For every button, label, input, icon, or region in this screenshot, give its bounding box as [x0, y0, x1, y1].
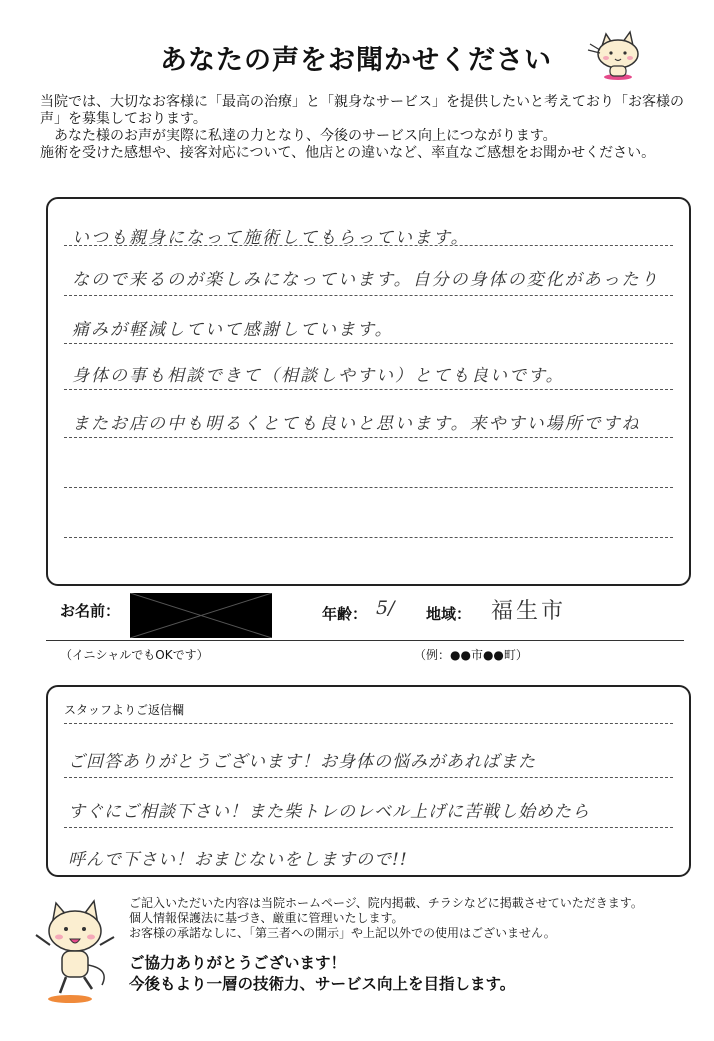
footer-notice-line: ご記入いただいた内容は当院ホームページ、院内掲載、チラシなどに掲載させていただきます。 — [129, 896, 643, 910]
intro-paragraph: 施術を受けた感想や、接客対応について、他店との違いなど、率直なご感想をお聞かせください。 — [40, 145, 656, 161]
cat-mascot-icon — [30, 895, 120, 1005]
feedback-box — [46, 197, 691, 586]
cat-mascot-icon — [586, 22, 650, 82]
ruled-line — [64, 723, 673, 724]
intro-text — [40, 94, 690, 162]
intro-paragraph: あなた様のお声が実際に私達の力となり、今後のサービス向上につながります。 — [40, 128, 557, 144]
age-value: 5/ — [376, 597, 395, 619]
staff-reply-line: 呼んで下さい！おまじないをしますので!! — [68, 850, 408, 870]
ruled-line — [64, 389, 673, 390]
feedback-line: 痛みが軽減していて感謝しています。 — [72, 320, 394, 340]
name-label: お名前： — [60, 602, 121, 620]
ruled-line — [64, 245, 673, 246]
footer-notice-line: 個人情報保護法に基づき、厳重に管理いたします。 — [129, 911, 404, 925]
redacted-name — [130, 593, 272, 638]
region-label: 地域： — [426, 605, 472, 623]
feedback-line: またお店の中も明るくとても良いと思います。来やすい場所ですね — [72, 414, 641, 434]
region-note: （例：●●市●●町） — [414, 648, 528, 662]
staff-reply-box — [46, 685, 691, 877]
feedback-line: いつも親身になって施術してもらっています。 — [72, 228, 470, 248]
ruled-line — [64, 487, 673, 488]
intro-paragraph: 当院では、大切なお客様に「最高の治療」と「親身なサービス」を提供したいと考えており「お客様の声」を募集しております。 — [40, 94, 684, 127]
staff-reply-line: すぐにご相談下さい！また柴トレのレベル上げに苦戦し始めたら — [68, 802, 590, 822]
feedback-line: 身体の事も相談できて（相談しやすい）とても良いです。 — [72, 366, 565, 386]
staff-reply-line: ご回答ありがとうございます！お身体の悩みがあればまた — [68, 752, 536, 772]
thanks-message — [129, 953, 515, 995]
footer-notice — [129, 896, 643, 941]
thanks-line: ご協力ありがとうございます！ — [129, 954, 347, 972]
ruled-line — [64, 295, 673, 296]
staff-reply-label: スタッフよりご返信欄 — [64, 703, 185, 717]
ruled-line — [64, 827, 673, 828]
region-value: 福生市 — [491, 599, 567, 624]
ruled-line — [64, 537, 673, 538]
footer-notice-line: お客様の承諾なしに、「第三者への開示」や上記以外での使用はございません。 — [129, 926, 556, 940]
feedback-line: なので来るのが楽しみになっています。自分の身体の変化があったり — [72, 270, 660, 290]
thanks-line: 今後もより一層の技術力、サービス向上を目指します。 — [129, 975, 516, 993]
ruled-line — [64, 343, 673, 344]
ruled-line — [64, 437, 673, 438]
name-note: （イニシャルでもOKです） — [60, 648, 209, 662]
divider — [46, 640, 684, 641]
ruled-line — [64, 777, 673, 778]
age-label: 年齢： — [322, 605, 368, 623]
page-title: あなたの声をお聞かせください — [160, 45, 552, 76]
redaction-cross-icon — [130, 593, 272, 638]
